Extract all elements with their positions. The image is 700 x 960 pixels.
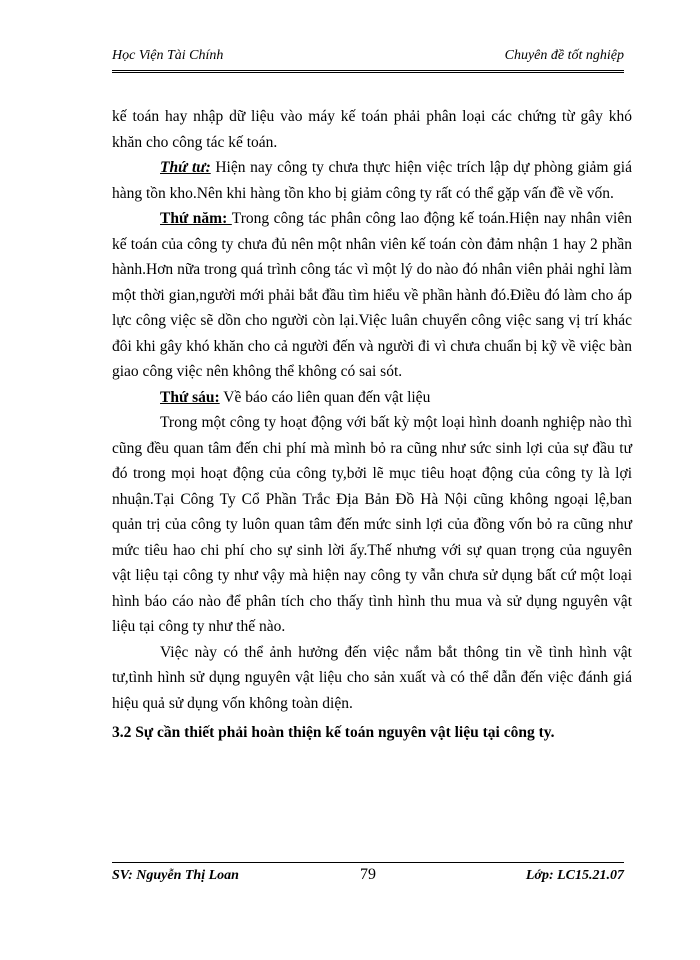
- paragraph-text-fifth: Trong công tác phân công lao động kế toán.Hiện nay nhân viên kế toán của công ty chưa đủ nên một nhân viên kế toán còn đảm nhận 1 hay 2 phần hành.Hơn nữa trong quá trình công tác vì một lý do nào đó nhân viên phải nghỉ làm một thời gian,người mới phải bắt đầu tìm hiểu về phần hành đó.Điều đó làm cho áp lực công việc sẽ dồn cho người còn lại.Việc luân chuyển công việc sang vị trí khác đôi khi gây khó khăn cho cả người đến và người đi vì chưa chuẩn bị kỹ về việc bàn giao công việc nên không thể không có sai sót.: [112, 210, 632, 380]
- section-heading: 3.2 Sự cần thiết phải hoàn thiện kế toán nguyên vật liệu tại công ty.: [112, 724, 555, 741]
- footer-student: SV: Nguyễn Thị Loan: [112, 868, 239, 883]
- paragraph-fifth: [112, 206, 632, 385]
- paragraph-lead-sixth: Thứ sáu:: [160, 388, 220, 406]
- header-doc-type: Chuyên đề tốt nghiệp: [504, 48, 624, 63]
- paragraph-fourth: [112, 155, 632, 206]
- paragraph-continuation: kế toán hay nhập dữ liệu vào máy kế toán phải phân loại các chứng từ gây khó khăn cho công tác kế toán.: [112, 108, 632, 151]
- paragraph-lead-fourth: Thứ tư:: [160, 159, 211, 176]
- document-body: [112, 104, 632, 746]
- paragraph-text-fourth: Hiện nay công ty chưa thực hiện việc trích lập dự phòng giảm giá hàng tồn kho.Nên khi hàng tồn kho bị giảm công ty rất có thể gặp vấn đề về vốn.: [112, 159, 632, 202]
- paragraph-sixth: [112, 385, 632, 411]
- paragraph-lead-fifth: Thứ năm:: [160, 210, 232, 227]
- paragraph-impact: Việc này có thể ảnh hưởng đến việc nắm bắt thông tin về tình hình vật tư,tình hình sử dụng nguyên vật liệu cho sản xuất và có thể dẫn đến việc đánh giá hiệu quả sử dụng vốn không toàn diện.: [112, 643, 632, 712]
- paragraph-profit: Trong một công ty hoạt động với bất kỳ một loại hình doanh nghiệp nào thì cũng đều quan tâm đến chi phí mà mình bỏ ra cũng như sức sinh lợi của sự đầu tư đó trong mọi hoạt động của công ty,bởi lẽ mục tiêu hoạt động của công ty là lợi nhuận.Tại Công Ty Cổ Phần Trắc Địa Bản Đồ Hà Nội cũng không ngoại lệ,ban quản trị của công ty luôn quan tâm đến mức sinh lợi của đồng vốn bỏ ra cũng như mức tiêu hao chi phí cho sự sinh lời ấy.Thế nhưng với sự quan trọng của nguyên vật liệu tại công ty như vậy mà hiện nay công ty vẫn chưa sử dụng bất cứ một loại hình báo cáo nào để phân tích cho thấy tình hình thu mua và sử dụng nguyên vật liệu tại công ty như thế nào.: [112, 414, 632, 635]
- paragraph-text-sixth: Về báo cáo liên quan đến vật liệu: [219, 388, 431, 406]
- page-number: 79: [360, 866, 376, 883]
- page-header: [112, 48, 624, 73]
- footer-class: Lớp: LC15.21.07: [525, 868, 624, 883]
- page-footer: [112, 862, 624, 893]
- header-institution: Học Viện Tài Chính: [112, 48, 224, 63]
